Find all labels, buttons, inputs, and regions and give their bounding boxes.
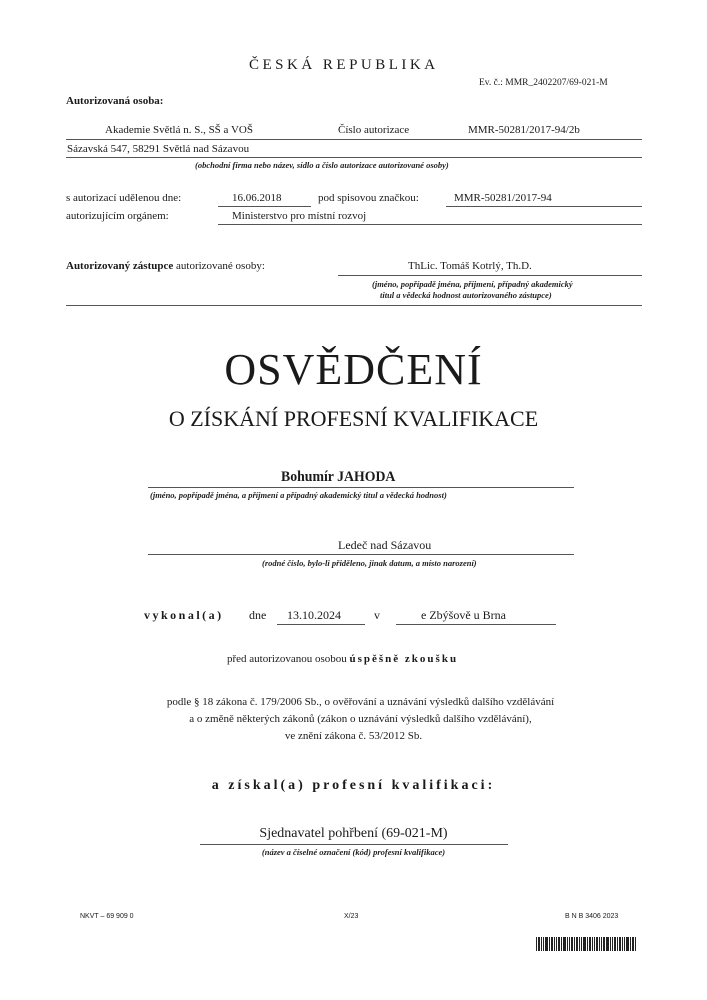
barcode-bar	[610, 937, 611, 951]
barcode-bar	[612, 937, 613, 951]
barcode-bar	[541, 937, 542, 951]
footer-center-code: X/23	[344, 913, 359, 920]
barcode-bar	[635, 937, 636, 951]
barcode-bar	[632, 937, 634, 951]
barcode-bar	[538, 937, 540, 951]
exam-result: úspěšně zkoušku	[349, 653, 459, 665]
birthplace-underline	[148, 554, 574, 555]
barcode-bar	[543, 937, 544, 951]
qualification-underline	[200, 844, 508, 845]
authority-label: autorizujícím orgánem:	[66, 210, 169, 222]
representative-label-rest: autorizované osoby:	[176, 260, 265, 272]
holder-name-caption: (jméno, popřípadě jména, a příjmení a případný akademický titul a vědecká hodnost)	[150, 490, 447, 500]
exam-date: 13.10.2024	[287, 608, 341, 622]
performed-label: vykonal(a)	[144, 608, 224, 622]
barcode-bar	[606, 937, 609, 951]
law-line-3: ve znění zákona č. 53/2012 Sb.	[284, 730, 423, 742]
granted-label: s autorizací udělenou dne:	[66, 192, 182, 204]
barcode-bar	[614, 937, 616, 951]
file-mark: MMR-50281/2017-94	[454, 192, 552, 204]
barcode-bar	[567, 937, 568, 951]
barcode-bar	[583, 937, 586, 951]
exam-place-label: v	[374, 608, 380, 622]
barcode-bar	[601, 937, 602, 951]
barcode-bar	[617, 937, 618, 951]
barcode-bar	[579, 937, 580, 951]
obtained-label: a získal(a) profesní kvalifikaci:	[211, 778, 496, 793]
barcode-bar	[592, 937, 593, 951]
barcode-bar	[574, 937, 575, 951]
representative-underline	[338, 275, 642, 276]
barcode-bar	[551, 937, 553, 951]
law-line-2: a o změně některých zákonů (zákon o uznávání výsledků dalšího vzdělávání),	[189, 713, 532, 725]
exam-place-underline	[396, 624, 556, 625]
representative-caption-2: titul a vědecká hodnost autorizovaného zástupce)	[380, 290, 552, 300]
birthplace: Ledeč nad Sázavou	[338, 538, 432, 552]
exam-date-underline	[277, 624, 365, 625]
organization-name: Akademie Světlá n. S., SŠ a VOŠ	[105, 124, 253, 136]
barcode-bar	[569, 937, 570, 951]
qualification-name: Sjednavatel pohřbení (69-021-M)	[259, 826, 448, 841]
barcode-bar	[563, 937, 566, 951]
holder-name: Bohumír JAHODA	[281, 469, 396, 485]
law-line-1: podle § 18 zákona č. 179/2006 Sb., o ověřování a uznávání výsledků dalšího vzdělávání	[166, 696, 555, 708]
barcode-bar	[549, 937, 550, 951]
barcode-bar	[630, 937, 631, 951]
qualification-caption: (název a číselné označení (kód) profesní kvalifikace)	[261, 847, 446, 857]
address-underline	[66, 157, 642, 158]
representative-caption-1: (jméno, popřípadě jména, příjmení, případný akademický	[372, 279, 573, 289]
before-authorized-label: před autorizovanou osobou	[227, 653, 347, 665]
barcode-bar	[596, 937, 598, 951]
barcode-bar	[561, 937, 562, 951]
barcode-bar	[558, 937, 560, 951]
barcode-bar	[571, 937, 573, 951]
authority-underline	[218, 224, 642, 225]
header-divider	[66, 305, 642, 306]
granted-date: 16.06.2018	[232, 192, 282, 204]
footer-left-code: NKVT – 69 909 0	[80, 913, 134, 920]
authority: Ministerstvo pro místní rozvoj	[232, 210, 367, 222]
holder-name-underline	[148, 487, 574, 488]
barcode-bar	[594, 937, 595, 951]
certificate-subtitle: O ZÍSKÁNÍ PROFESNÍ KVALIFIKACE	[168, 406, 539, 431]
barcode-bar	[599, 937, 600, 951]
barcode-bar	[554, 937, 555, 951]
exam-place: e Zbýšově u Brna	[421, 608, 506, 622]
authorized-person-label: Autorizovaná osoba:	[66, 95, 164, 107]
barcode-bar	[603, 937, 605, 951]
barcode-bar	[587, 937, 588, 951]
representative-label	[66, 260, 265, 272]
country-heading: ČESKÁ REPUBLIKA	[249, 57, 439, 73]
file-mark-label: pod spisovou značkou:	[318, 192, 419, 204]
barcode	[536, 937, 637, 951]
barcode-bar	[624, 937, 625, 951]
barcode-bar	[556, 937, 557, 951]
ev-number: Ev. č.: MMR_2402207/69-021-M	[479, 78, 608, 88]
representative-label-bold: Autorizovaný zástupce	[66, 260, 174, 272]
org-underline	[66, 139, 642, 140]
footer-right-code: B N B 3406 2023	[565, 913, 619, 920]
barcode-bar	[619, 937, 621, 951]
authorization-number-label: Číslo autorizace	[338, 124, 410, 136]
granted-underline	[218, 206, 311, 207]
barcode-bar	[626, 937, 629, 951]
file-mark-underline	[446, 206, 642, 207]
exam-date-label: dne	[249, 608, 267, 622]
org-caption: (obchodní firma nebo název, sídlo a číslo autorizace autorizované osoby)	[195, 160, 449, 170]
barcode-bar	[581, 937, 582, 951]
barcode-bar	[622, 937, 623, 951]
barcode-bar	[536, 937, 537, 951]
birth-caption: (rodné číslo, bylo-li přiděleno, jinak datum, a místo narození)	[262, 558, 477, 568]
address: Sázavská 547, 58291 Světlá nad Sázavou	[67, 143, 250, 155]
authorization-number: MMR-50281/2017-94/2b	[468, 124, 580, 136]
before-authorized-text	[227, 653, 458, 665]
barcode-bar	[576, 937, 578, 951]
representative-name: ThLic. Tomáš Kotrlý, Th.D.	[408, 260, 532, 272]
barcode-bar	[589, 937, 591, 951]
barcode-bar	[545, 937, 548, 951]
certificate-title: OSVĚDČENÍ	[224, 345, 483, 394]
